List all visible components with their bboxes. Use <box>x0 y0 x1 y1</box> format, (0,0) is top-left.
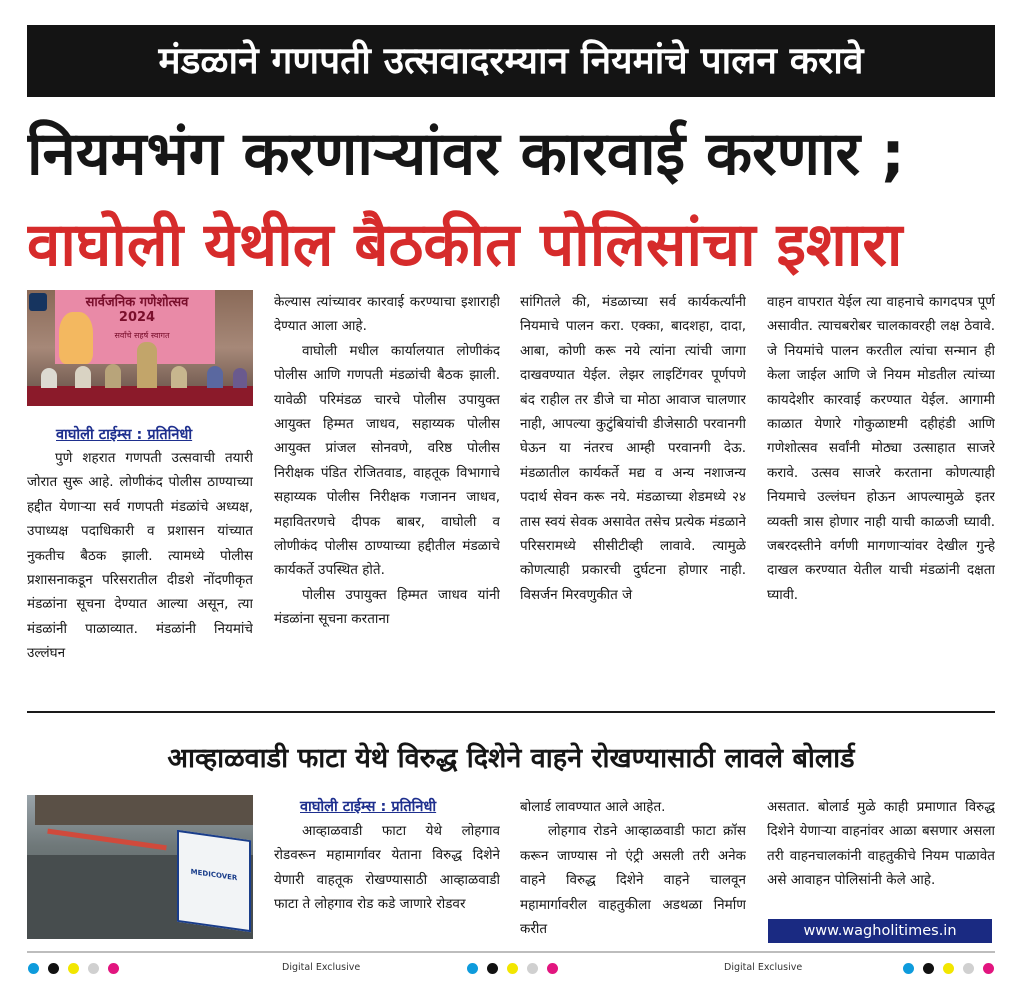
color-dot <box>467 963 478 974</box>
color-dot <box>983 963 994 974</box>
digital-exclusive-tag: Digital Exclusive <box>724 962 803 973</box>
paragraph: आव्हाळवाडी फाटा येथे लोहगाव रोडवरून महामार्गावर येताना विरुद्ध दिशेने येणारी वाहतूक रोखण्यासाठी आव्हाळवाडी फाटा ते लोहगाव रोड कडे जाणारे रोडवर <box>274 823 500 913</box>
photo-officer-standing <box>137 342 157 388</box>
story2-column-3 <box>520 795 746 943</box>
photo-person <box>171 366 187 388</box>
paragraph: असतात. बोलार्ड मुळे काही प्रमाणात विरुद्ध दिशेने येणाऱ्या वाहनांवर आळा बसणार असला तरी वाहनचालकांनी वाहतुकीचे नियम पाळावेत असे आवाहन पोलिसांनी केले आहे. <box>767 799 995 889</box>
color-dot <box>507 963 518 974</box>
top-banner: मंडळाने गणपती उत्सवादरम्यान नियमांचे पालन करावे <box>27 25 995 97</box>
paragraph: पुणे शहरात गणपती उत्सवाची तयारी जोरात सुरू आहे. लोणीकंद पोलीस ठाण्याच्या हद्दीत येणाऱ्या सर्व गणपती मंडळांचे अध्यक्ष, उपाध्यक्ष पदाधिकारी व प्रशासन यांच्यात नुकतीच बैठक झाली. त्यामध्ये पोलीस प्रशासनाकडून परिसरातील दीडशे नोंदणीकृत मंडळांना सूचना देण्यात आल्या असून, त्या मंडळांनी पाळाव्यात. मंडळांनी नियमांचे उल्लंघन <box>27 450 253 662</box>
story2-byline: वाघोली टाईम्स : प्रतिनिधी <box>300 799 437 815</box>
photo-person <box>75 366 91 388</box>
website-link[interactable]: www.wagholitimes.in <box>768 919 992 943</box>
photo-signboard-label: MEDICOVER <box>190 867 238 883</box>
color-dot <box>963 963 974 974</box>
story2-column-4 <box>767 795 995 917</box>
color-dot <box>88 963 99 974</box>
story2-photo <box>27 795 253 939</box>
color-dot <box>487 963 498 974</box>
color-dot <box>943 963 954 974</box>
story2-headline: आव्हाळवाडी फाटा येथे विरुद्ध दिशेने वाहने रोखण्यासाठी लावले बोलार्ड <box>167 743 855 774</box>
photo-person <box>233 368 247 388</box>
photo-logo-emblem <box>29 293 47 311</box>
paragraph: वाहन वापरात येईल त्या वाहनाचे कागदपत्र पूर्ण असावीत. त्याचबरोबर चालकावरही लक्ष ठेवावे. जे नियमांचे पालन करतील त्यांचा सन्मान ही केला जाईल आणि जे नियम मोडतील त्यांच्या कायदेशीर कारवाई करण्यात येईल. आगामी काळात येणारे गोकुळाष्टमी दहीहंडी आणि गणेशोत्सव सर्वांनी मोठ्या उत्साहात साजरे करावे. उत्सव साजरे करताना कोणत्याही नियमाचे उल्लंघन होऊन आपल्यामुळे इतर व्यक्ती त्रास होणार नाही याची काळजी घ्यावी. जबरदस्तीने वर्गणी मागणाऱ्यांवर देखील गुन्हे दाखल करण्यात येतील याची मंडळांनी दक्षता घ्यावी. <box>767 294 995 603</box>
headline-line-1: नियमभंग करणाऱ्यांवर कारवाई करणार ; <box>27 119 905 189</box>
photo-ganesha-figure <box>59 312 93 364</box>
paragraph: लोहगाव रोडने आव्हाळवाडी फाटा क्रॉस करून जाण्यास नो एंट्री असली तरी अनेक वाहने विरुद्ध दिशेने वाहने चालवून महामार्गावरील वाहतुकीला अडथळा निर्माण करीत <box>520 823 746 938</box>
story2-column-2 <box>274 819 500 943</box>
story1-column-1 <box>27 446 253 698</box>
color-dot <box>48 963 59 974</box>
story1-byline: वाघोली टाईम्स : प्रतिनिधी <box>56 427 193 443</box>
digital-exclusive-tag: Digital Exclusive <box>282 962 361 973</box>
color-dot <box>527 963 538 974</box>
paragraph: केल्यास त्यांच्यावर कारवाई करण्याचा इशाराही देण्यात आला आहे. <box>274 294 500 335</box>
photo-signboard <box>177 830 251 932</box>
photo-banner-subtitle: सर्वांचे सहर्ष स्वागत <box>114 331 170 340</box>
story1-column-2 <box>274 290 500 700</box>
headline-line-2: वाघोली येथील बैठकीत पोलिसांचा इशारा <box>27 210 903 280</box>
color-dot <box>547 963 558 974</box>
footer-bar <box>27 951 995 953</box>
paragraph: पोलीस उपायुक्त हिम्मत जाधव यांनी मंडळांना सूचना करताना <box>274 586 500 628</box>
photo-shop-row <box>35 795 253 825</box>
color-dot <box>923 963 934 974</box>
photo-person <box>207 366 223 388</box>
photo-person <box>105 364 121 388</box>
story1-column-4 <box>767 290 995 700</box>
section-divider <box>27 711 995 713</box>
color-dot <box>28 963 39 974</box>
photo-banner-title: सार्वजनिक गणेशोत्सव 2024 <box>85 295 189 325</box>
photo-person <box>41 368 57 388</box>
story1-column-3 <box>520 290 746 700</box>
color-dot <box>108 963 119 974</box>
photo-bollard-barrier <box>47 829 167 851</box>
photo-table <box>27 386 253 406</box>
paragraph: बोलार्ड लावण्यात आले आहेत. <box>520 799 666 815</box>
color-dot <box>68 963 79 974</box>
paragraph: वाघोली मधील कार्यालयात लोणीकंद पोलीस आणि गणपती मंडळांची बैठक झाली. यावेळी परिमंडळ चारचे पोलीस उपायुक्त आयुक्त हिम्मत जाधव, सहाय्यक पोलीस आयुक्त प्रांजल सोनवणे, वरिष्ठ पोलीस निरीक्षक पंडित रोजितवाड, वाहतूक विभागाचे सहाय्यक पोलीस निरीक्षक गजानन जाधव, महावितरणचे दीपक बाबर, वाघोली व लोणीकंद पोलीस ठाण्याच्या हद्दीतील मंडळाचे कार्यकर्ते उपस्थित होते. <box>274 342 500 579</box>
story1-photo <box>27 290 253 406</box>
paragraph: सांगितले की, मंडळाच्या सर्व कार्यकर्त्यांनी नियमाचे पालन करा. एक्का, बादशहा, दादा, आबा, कोणी करू नये त्यांना त्यांची जागा दाखवण्यात येईल. लेझर लाइटिंगवर पूर्णपणे बंद राहील तर डीजे चा मोठा आवाज चालणार नाही, आपल्या कुटुंबियांची डीजेसाठी परवानगी घेऊन या नंतरच आम्ही परवानगी देऊ. मंडळातील कार्यकर्ते मद्य व अन्य नशाजन्य पदार्थ सेवन करू नये. मंडळाच्या शेडमध्ये २४ तास स्वयं सेवक असावेत तसेच प्रत्येक मंडळाने परिसरामध्ये सीसीटीव्ही लावावे. त्यामुळे कोणत्याही प्रकारची दुर्घटना होणार नाही. विसर्जन मिरवणुकीत जे <box>520 294 746 603</box>
color-dot <box>903 963 914 974</box>
